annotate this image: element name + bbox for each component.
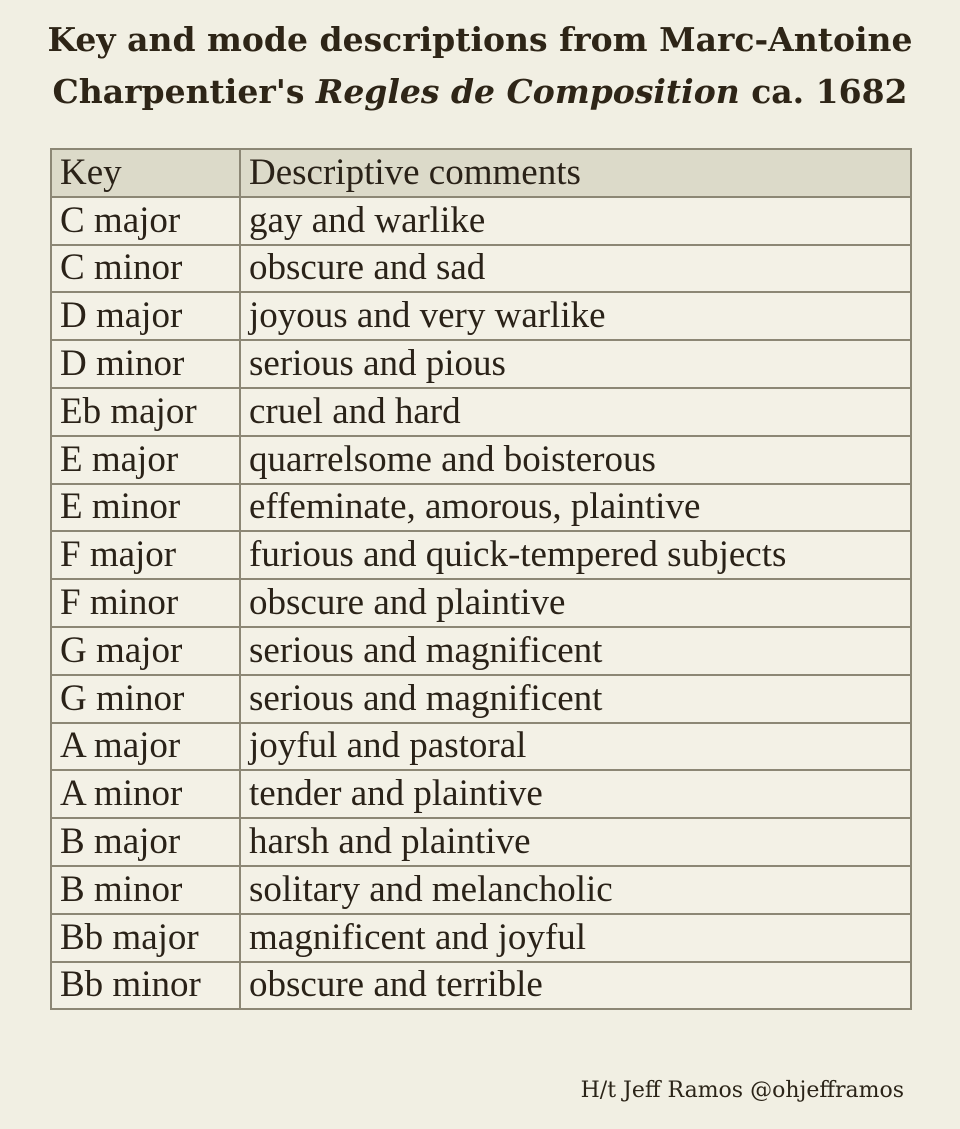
table-row — [51, 914, 911, 962]
table-header-row — [51, 149, 911, 197]
comment-cell: obscure and terrible — [240, 962, 911, 1010]
key-cell: C minor — [51, 245, 240, 293]
comment-cell: magnificent and joyful — [240, 914, 911, 962]
comment-cell: obscure and sad — [240, 245, 911, 293]
credit-line: H/t Jeff Ramos @ohjefframos — [580, 1078, 904, 1103]
comment-cell: furious and quick-tempered subjects — [240, 531, 911, 579]
title-book-name: Regles de Composition — [315, 72, 740, 111]
table-row — [51, 579, 911, 627]
key-cell: E major — [51, 436, 240, 484]
column-header-comments: Descriptive comments — [240, 149, 911, 197]
table-row — [51, 627, 911, 675]
key-cell: Eb major — [51, 388, 240, 436]
comment-cell: joyful and pastoral — [240, 723, 911, 771]
table-row — [51, 818, 911, 866]
key-cell: A major — [51, 723, 240, 771]
title-line-2-suffix: ca. 1682 — [739, 72, 908, 111]
table-row — [51, 484, 911, 532]
comment-cell: serious and pious — [240, 340, 911, 388]
table-row — [51, 436, 911, 484]
title-line-1: Key and mode descriptions from Marc-Antoine — [47, 20, 913, 59]
comment-cell: solitary and melancholic — [240, 866, 911, 914]
comment-cell: serious and magnificent — [240, 627, 911, 675]
key-cell: B minor — [51, 866, 240, 914]
table-row — [51, 962, 911, 1010]
comment-cell: cruel and hard — [240, 388, 911, 436]
key-cell: F major — [51, 531, 240, 579]
key-cell: Bb major — [51, 914, 240, 962]
key-cell: G minor — [51, 675, 240, 723]
key-cell: F minor — [51, 579, 240, 627]
key-cell: C major — [51, 197, 240, 245]
column-header-key: Key — [51, 149, 240, 197]
key-description-table — [50, 148, 912, 1010]
table-row — [51, 340, 911, 388]
comment-cell: joyous and very warlike — [240, 292, 911, 340]
comment-cell: obscure and plaintive — [240, 579, 911, 627]
comment-cell: effeminate, amorous, plaintive — [240, 484, 911, 532]
table-row — [51, 388, 911, 436]
table-row — [51, 197, 911, 245]
key-cell: E minor — [51, 484, 240, 532]
page-title — [0, 14, 960, 118]
key-cell: A minor — [51, 770, 240, 818]
table-row — [51, 723, 911, 771]
key-cell: D minor — [51, 340, 240, 388]
key-cell: G major — [51, 627, 240, 675]
table-row — [51, 770, 911, 818]
table-row — [51, 866, 911, 914]
table-row — [51, 245, 911, 293]
table-row — [51, 292, 911, 340]
comment-cell: harsh and plaintive — [240, 818, 911, 866]
key-cell: B major — [51, 818, 240, 866]
comment-cell: tender and plaintive — [240, 770, 911, 818]
key-cell: D major — [51, 292, 240, 340]
table-row — [51, 675, 911, 723]
comment-cell: quarrelsome and boisterous — [240, 436, 911, 484]
table-row — [51, 531, 911, 579]
title-line-2 — [0, 66, 960, 118]
comment-cell: serious and magnificent — [240, 675, 911, 723]
comment-cell: gay and warlike — [240, 197, 911, 245]
key-cell: Bb minor — [51, 962, 240, 1010]
title-line-2-prefix: Charpentier's — [52, 72, 316, 111]
